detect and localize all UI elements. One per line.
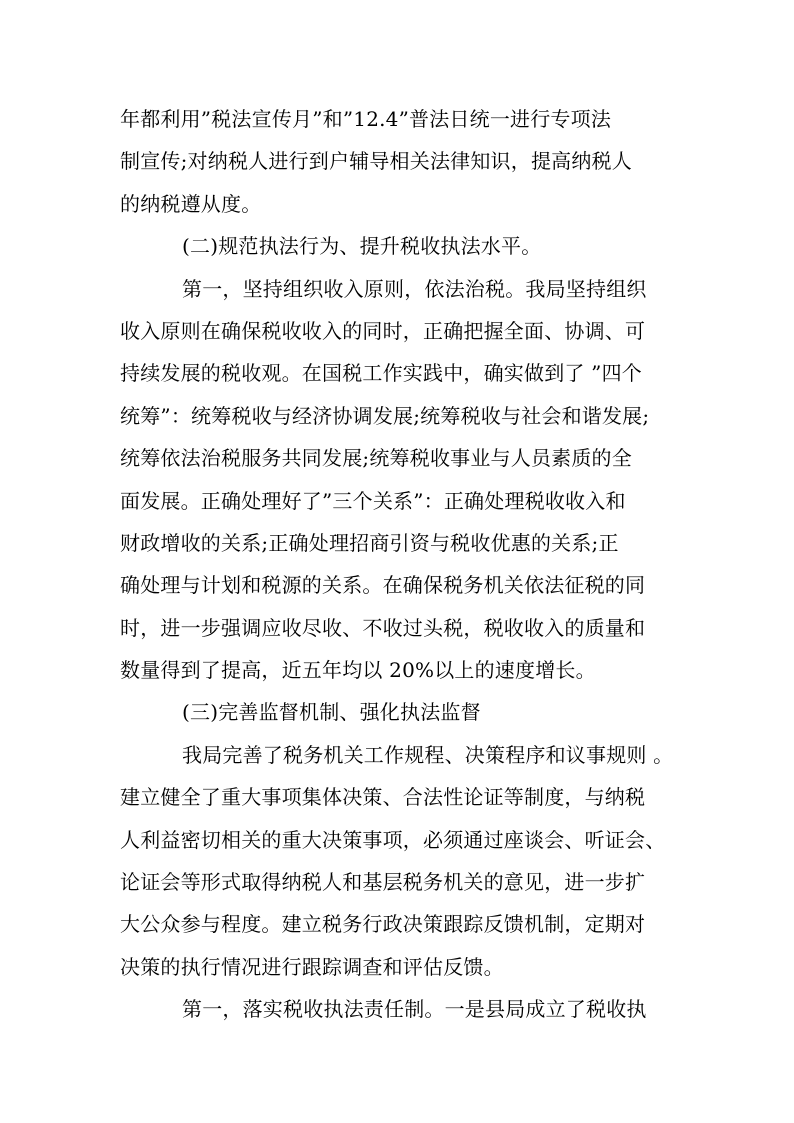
text-line: 制宣传;对纳税人进行到户辅导相关法律知识，提高纳税人: [120, 149, 632, 174]
text-line: 大公众参与程度。建立税务行政决策跟踪反馈机制，定期对: [120, 912, 646, 937]
text-line: 统筹依法治税服务共同发展;统筹税收事业与人员素质的全: [120, 446, 632, 471]
text-line: 收入原则在确保税收收入的同时，正确把握全面、协调、可: [120, 318, 646, 343]
section-heading: (三)完善监督机制、强化执法监督: [182, 700, 481, 725]
text-line: 第一，坚持组织收入原则，依法治税。我局坚持组织: [182, 276, 647, 301]
text-line: 统筹”：统筹税收与经济协调发展;统筹税收与社会和谐发展;: [120, 403, 650, 428]
text-line: 数量得到了提高，近五年均以 20%以上的速度增长。: [120, 658, 596, 683]
text-line: 人利益密切相关的重大决策事项，必须通过座谈会、听证会、: [120, 827, 666, 852]
text-line: 论证会等形式取得纳税人和基层税务机关的意见，进一步扩: [120, 870, 646, 895]
text-line: 财政增收的关系;正确处理招商引资与税收优惠的关系;正: [120, 530, 619, 555]
text-line: 确处理与计划和税源的关系。在确保税务机关依法征税的同: [120, 573, 646, 598]
document-body: [120, 98, 680, 1031]
text-line: 我局完善了税务机关工作规程、决策程序和议事规则 。: [182, 742, 674, 767]
text-line: 决策的执行情况进行跟踪调查和评估反馈。: [120, 954, 504, 979]
text-line: 的纳税遵从度。: [120, 191, 262, 216]
text-line: 建立健全了重大事项集体决策、合法性论证等制度，与纳税: [120, 785, 646, 810]
text-line: 面发展。正确处理好了”三个关系”：正确处理税收收入和: [120, 488, 626, 513]
section-heading: (二)规范执法行为、提升税收执法水平。: [182, 234, 542, 259]
text-line: 时，进一步强调应收尽收、不收过头税，税收收入的质量和: [120, 615, 646, 640]
text-line: 第一，落实税收执法责任制。一是县局成立了税收执: [182, 997, 647, 1022]
text-line: 年都利用”税法宣传月”和”12.4”普法日统一进行专项法: [120, 107, 612, 131]
text-line: 持续发展的税收观。在国税工作实践中，确实做到了 ”四个: [120, 361, 642, 386]
